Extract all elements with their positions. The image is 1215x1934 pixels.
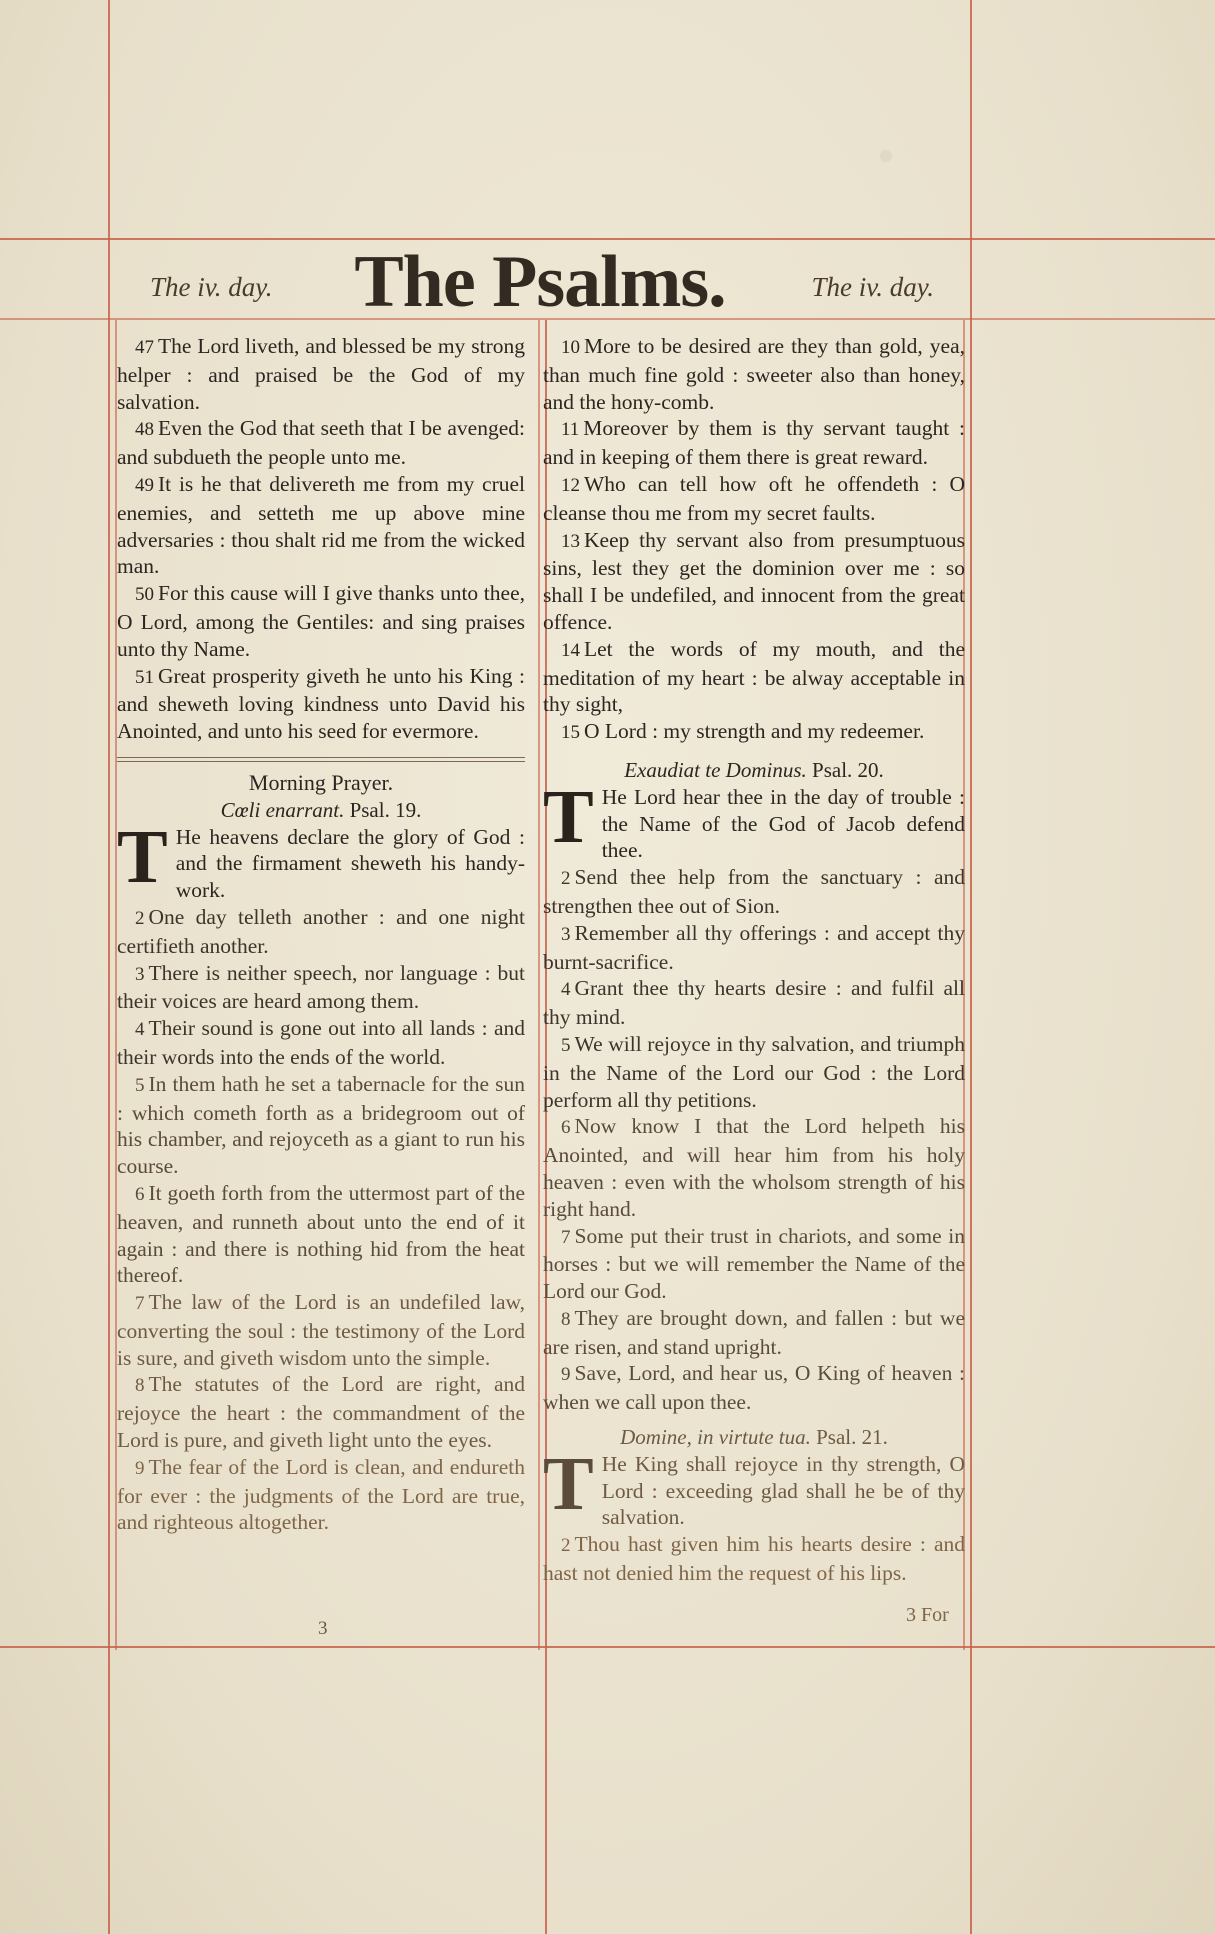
verse-6 <box>543 1113 965 1222</box>
verse-text: Thou hast given him his hearts desire : and hast not denied him the request of his lips. <box>543 1532 965 1586</box>
verse-5 <box>117 1071 525 1180</box>
left-column <box>117 333 525 1536</box>
verse-10 <box>543 333 965 415</box>
verse-text: Great prosperity giveth he unto his King : and sheweth loving kindness unto David his Anointed, and unto his seed for evermore. <box>117 663 525 744</box>
psalm-21-verse-1 <box>543 1441 965 1531</box>
verse-number: 12 <box>561 474 580 496</box>
verse-number: 5 <box>561 1034 571 1056</box>
verse-3 <box>117 960 525 1016</box>
psalm-19-heading <box>117 797 525 824</box>
verse-48 <box>117 415 525 471</box>
verse-text: In them hath he set a tabernacle for the sun : which cometh forth as a bridegroom out of his chamber, and rejoyceth as a giant to run his course. <box>117 1071 525 1179</box>
psalm-19-verse-1 <box>117 814 525 904</box>
verse-2 <box>543 864 965 920</box>
day-label-left: The iv. day. <box>150 272 273 302</box>
verse-number: 8 <box>135 1375 145 1397</box>
verse-number: 14 <box>561 639 580 661</box>
verse-7 <box>543 1223 965 1305</box>
verse-text: He King shall rejoyce in thy strength, O Lord : exceeding glad shall he be of thy salvation. <box>601 1451 965 1530</box>
verse-47 <box>117 333 525 415</box>
verse-number: 5 <box>135 1074 145 1096</box>
verse-text: They are brought down, and fallen : but we are risen, and stand upright. <box>543 1305 965 1359</box>
verse-text: The fear of the Lord is clean, and endureth for ever : the judgments of the Lord are true, and righteous altogether. <box>117 1454 525 1535</box>
verse-group-e <box>543 864 965 1113</box>
verse-text: Moreover by them is thy servant taught : and in keeping of them there is great reward. <box>543 416 965 470</box>
verse-text: It goeth forth from the uttermost part of the heaven, and runneth about unto the end of it again : and there is nothing hid from the heat thereof. <box>117 1180 525 1288</box>
verse-2 <box>117 904 525 960</box>
psalm-21-heading <box>543 1424 965 1451</box>
verse-5 <box>543 1031 965 1113</box>
verse-group-d <box>117 1454 525 1536</box>
verse-group-a <box>117 904 525 1071</box>
psalm-number: Psal. 20. <box>812 757 884 782</box>
verse-group-c <box>117 1289 525 1454</box>
page-title: The Psalms. <box>354 241 726 323</box>
page-number: 3 <box>318 1618 328 1639</box>
verse-number: 7 <box>561 1226 571 1248</box>
running-header <box>110 240 970 323</box>
verse-number: 2 <box>561 1535 571 1557</box>
verse-number: 9 <box>561 1364 571 1386</box>
verse-number: 7 <box>135 1293 145 1315</box>
drop-cap: T <box>543 1441 594 1526</box>
day-label-right: The iv. day. <box>811 272 934 302</box>
verse-3 <box>543 920 965 976</box>
verse-number: 4 <box>135 1019 145 1041</box>
verse-text: Their sound is gone out into all lands : and their words into the ends of the world. <box>117 1016 525 1069</box>
verse-15 <box>543 718 965 747</box>
verse-text: He heavens declare the glory of God : and the firmament sheweth his handy-work. <box>175 824 525 903</box>
verse-text: It is he that delivereth me from my cruel enemies, and setteth me up above mine adversaries : thou shalt rid me from the wicked man. <box>117 471 525 579</box>
verse-number: 6 <box>135 1183 145 1205</box>
verse-8 <box>117 1371 525 1453</box>
red-inner-rule-center <box>538 320 540 1650</box>
verse-2 <box>543 1531 965 1587</box>
psalm-20-verse-1 <box>543 774 965 864</box>
verse-text: More to be desired are they than gold, yea, than much fine gold : sweeter also than honey, and the hony-comb. <box>543 334 965 414</box>
verse-4 <box>117 1015 525 1071</box>
verse-number: 50 <box>135 584 154 606</box>
verse-number: 2 <box>561 868 571 890</box>
verse-14 <box>543 636 965 718</box>
verse-number: 4 <box>561 979 571 1001</box>
verse-4 <box>543 975 965 1031</box>
verse-number: 49 <box>135 474 154 496</box>
verse-number: 9 <box>135 1457 145 1479</box>
paper-spot <box>880 150 892 162</box>
verse-group-g <box>543 1424 965 1531</box>
verse-text: Some put their trust in chariots, and some in horses : but we will remember the Name of the Lord our God. <box>543 1223 965 1304</box>
verse-7 <box>117 1289 525 1371</box>
verse-text: The law of the Lord is an undefiled law, converting the soul : the testimony of the Lord is sure, and giveth wisdom unto the simple. <box>117 1290 525 1370</box>
section-title: Morning Prayer. <box>248 769 394 795</box>
verse-13 <box>543 527 965 636</box>
verse-number: 8 <box>561 1308 571 1330</box>
verse-text: One day telleth another : and one night certifieth another. <box>117 904 525 958</box>
verse-8 <box>543 1305 965 1361</box>
verse-49 <box>117 471 525 580</box>
red-margin-rule-right <box>970 0 972 1934</box>
psalm-latin-incipit: Exaudiat te Dominus. <box>624 757 807 782</box>
verse-text: There is neither speech, nor language : but their voices are heard among them. <box>117 960 525 1014</box>
verse-12 <box>543 471 965 527</box>
verse-51 <box>117 663 525 745</box>
verse-text: Keep thy servant also from presumptuous sins, lest they get the dominion over me : so shall I be undefiled, and innocent from the great offence. <box>543 527 965 634</box>
verse-text: Grant thee thy hearts desire : and fulfil all thy mind. <box>543 976 965 1030</box>
verse-text: The statutes of the Lord are right, and rejoyce the heart : the commandment of the Lord is pure, and giveth light unto the eyes. <box>117 1372 525 1453</box>
verse-6 <box>117 1180 525 1289</box>
verse-text: Remember all thy offerings : and accept thy burnt-sacrifice. <box>543 920 965 974</box>
verse-number: 47 <box>135 337 154 358</box>
verse-group-f <box>543 1113 965 1416</box>
verse-text: Even the God that seeth that I be avenged: and subdueth the people unto me. <box>117 416 525 470</box>
verse-group-h <box>543 1531 965 1587</box>
verse-number: 15 <box>561 722 580 744</box>
drop-cap: T <box>117 814 168 899</box>
right-column <box>543 333 965 1587</box>
psalm-latin-incipit: Domine, in virtute tua. <box>620 1425 811 1450</box>
verse-number: 10 <box>561 337 580 358</box>
verse-number: 3 <box>561 923 571 945</box>
verse-text: The Lord liveth, and blessed be my strong helper : and praised be the God of my salvation. <box>117 334 525 414</box>
verse-text: Now know I that the Lord helpeth his Anointed, and will hear him from his holy heaven : even with the wholsom strength of his right hand. <box>543 1114 965 1221</box>
drop-cap: T <box>543 774 594 859</box>
verse-number: 6 <box>561 1117 571 1139</box>
psalm-20-heading <box>543 757 965 784</box>
verse-number: 13 <box>561 530 580 552</box>
verse-number: 3 <box>135 963 145 985</box>
verse-9 <box>117 1454 525 1536</box>
verse-number: 51 <box>135 666 154 688</box>
section-divider <box>117 757 525 762</box>
psalm-number: Psal. 19. <box>349 797 422 822</box>
verse-text: Send thee help from the sanctuary : and strengthen thee out of Sion. <box>543 865 965 918</box>
red-rule-bottom <box>0 1646 1215 1648</box>
verse-text: Save, Lord, and hear us, O King of heaven : when we call upon thee. <box>543 1361 965 1415</box>
verse-group-b <box>117 1071 525 1289</box>
verse-text: O Lord : my strength and my redeemer. <box>584 719 925 744</box>
psalm-number: Psal. 21. <box>816 1425 888 1450</box>
verse-number: 2 <box>135 907 145 929</box>
verse-text: Let the words of my mouth, and the meditation of my heart : be alway acceptable in thy sight, <box>543 636 965 717</box>
verse-text: For this cause will I give thanks unto thee, O Lord, among the Gentiles: and sing praises unto thy Name. <box>117 581 525 661</box>
verse-text: We will rejoyce in thy salvation, and triumph in the Name of the Lord our God : the Lord perform all thy petitions. <box>543 1031 965 1112</box>
verse-number: 11 <box>561 419 580 441</box>
psalm-latin-incipit: Cœli enarrant. <box>220 797 345 822</box>
verse-number: 48 <box>135 419 154 441</box>
verse-50 <box>117 580 525 662</box>
verse-11 <box>543 415 965 471</box>
catchword: 3 For <box>906 1604 949 1626</box>
verse-text: He Lord hear thee in the day of trouble : the Name of the God of Jacob defend thee. <box>601 784 965 863</box>
verse-text: Who can tell how oft he offendeth : O cleanse thou me from my secret faults. <box>543 471 965 525</box>
verse-9 <box>543 1360 965 1416</box>
